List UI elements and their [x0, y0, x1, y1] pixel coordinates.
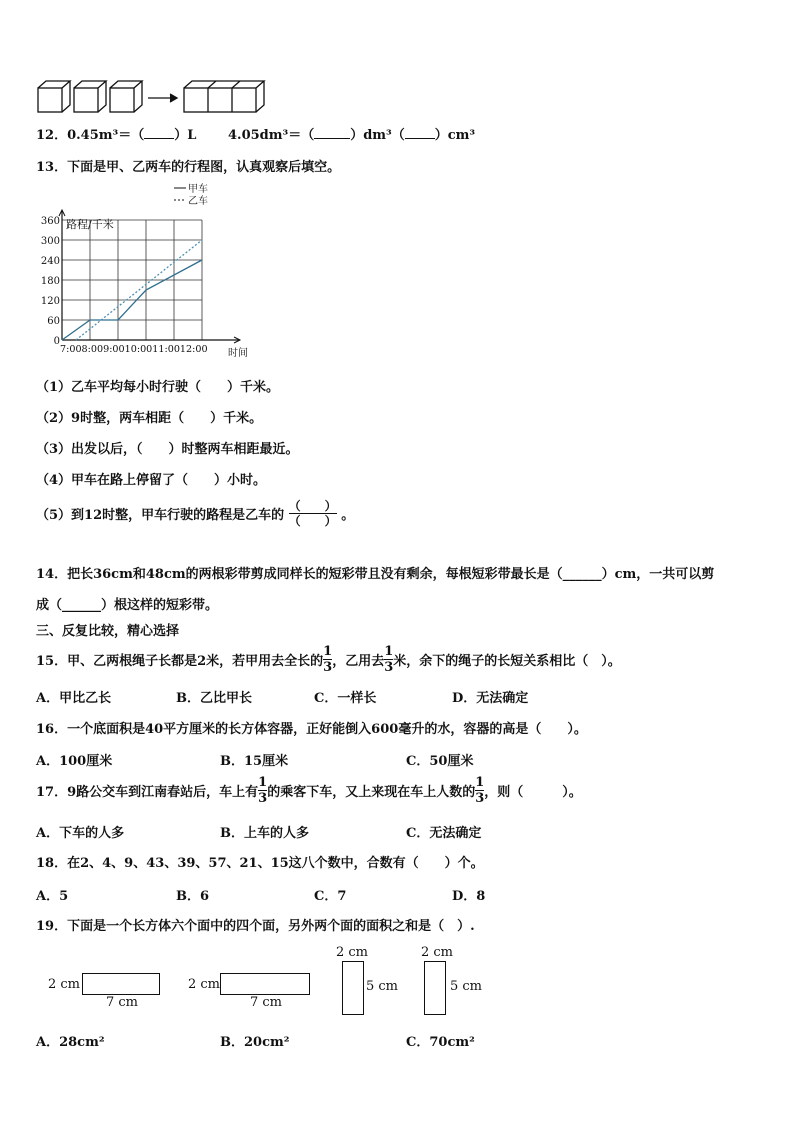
question-17-stem: 17．9路公交车到江南春站后，车上有 $\frac{1}{3}$ 的乘客下车，又上来现在车上人数的 $\frac{1}{3}$ ，则（ ）。 — [36, 775, 582, 806]
face-label-height: 2 cm — [188, 977, 221, 992]
face-rectangle — [342, 961, 364, 1015]
y-tick-label: 120 — [40, 296, 60, 307]
question-16-stem: 16．一个底面积是40平方厘米的长方体容器，正好能倒入600毫升的水，容器的高是（ ）。 — [36, 722, 587, 737]
option-d[interactable]: D．8 — [452, 889, 486, 904]
option-a[interactable]: A．100厘米 — [36, 754, 113, 769]
answer-blank[interactable] — [144, 126, 174, 139]
option-a[interactable]: A．甲比乙长 — [36, 691, 112, 706]
answer-blank[interactable] — [405, 126, 435, 139]
travel-chart — [30, 180, 290, 362]
question-12-part-2: 4.05dm³＝（ ）dm³（ ）cm³ — [228, 128, 476, 143]
option-a[interactable]: A．28cm² — [36, 1035, 105, 1050]
legend-label: 乙车 — [188, 196, 208, 207]
cuboid — [184, 81, 264, 112]
option-c[interactable]: C．一样长 — [314, 691, 377, 706]
x-tick-labels: 7:008:009:0010:0011:0012:00 — [60, 344, 208, 355]
fraction: $\frac{1}{3}$ — [384, 644, 394, 675]
fraction-blank[interactable]: $\frac{( )}{( )}$ — [288, 499, 337, 528]
arrow-icon — [148, 94, 177, 102]
cubes-figure — [36, 78, 276, 114]
face-label-height: 2 cm — [48, 977, 81, 992]
face-label-width: 7 cm — [106, 995, 139, 1010]
option-c[interactable]: C．70cm² — [406, 1035, 475, 1050]
fraction: $\frac{1}{3}$ — [258, 775, 268, 806]
option-b[interactable]: B．6 — [176, 889, 210, 904]
section-heading: 三、反复比较，精心选择 — [36, 624, 180, 639]
y-axis-label: 路程/千米 — [66, 218, 114, 231]
question-13-sub-4: （4）甲车在路上停留了（ ）小时。 — [36, 473, 267, 488]
y-tick-label: 60 — [47, 316, 60, 327]
face-label-width: 2 cm — [336, 945, 369, 960]
option-c[interactable]: C．7 — [314, 889, 347, 904]
option-b[interactable]: B．乙比甲长 — [176, 691, 252, 706]
face-rectangle — [220, 973, 310, 995]
face-label-height: 5 cm — [366, 979, 399, 994]
question-13-sub-5: （5）到12时整，甲车行驶的路程是乙车的 $\frac{( )}{( )}$ 。 — [36, 499, 355, 528]
x-axis-label: 时间 — [228, 348, 248, 359]
face-rectangle — [424, 961, 446, 1015]
option-d[interactable]: D．无法确定 — [452, 691, 529, 706]
option-b[interactable]: B．20cm² — [220, 1035, 290, 1050]
y-tick-label: 240 — [40, 256, 60, 267]
y-tick-label: 360 — [40, 216, 60, 227]
question-14-line-2: 成（______）根这样的短彩带。 — [36, 598, 219, 613]
series-line-yi — [76, 240, 202, 340]
question-14-line-1: 14．把长36cm和48cm的两根彩带剪成同样长的短彩带且没有剩余，每根短彩带最长是（______）cm，一共可以剪 — [36, 567, 715, 582]
question-15-stem: 15．甲、乙两根绳子长都是2米，若甲用去全长的 $\frac{1}{3}$ ，乙用去 $\frac{1}{3}$ 米，余下的绳子的长短关系相比（ ）。 — [36, 644, 621, 675]
question-13-sub-1: （1）乙车平均每小时行驶（ ）千米。 — [36, 380, 280, 395]
option-a[interactable]: A．5 — [36, 889, 69, 904]
face-label-width: 2 cm — [421, 945, 454, 960]
y-tick-label: 0 — [53, 336, 60, 347]
fraction: $\frac{1}{3}$ — [323, 644, 333, 675]
face-label-height: 5 cm — [450, 979, 483, 994]
legend-label: 甲车 — [188, 184, 208, 195]
y-tick-label: 300 — [40, 236, 60, 247]
option-b[interactable]: B．上车的人多 — [220, 826, 309, 841]
face-rectangle — [82, 973, 160, 995]
y-tick-label: 180 — [40, 276, 60, 287]
question-19-stem: 19．下面是一个长方体六个面中的四个面，另外两个面的面积之和是（ ）. — [36, 919, 475, 934]
question-13-sub-3: （3）出发以后，（ ）时整两车相距最近。 — [36, 442, 299, 457]
fraction: $\frac{1}{3}$ — [475, 775, 485, 806]
question-13-stem: 13．下面是甲、乙两车的行程图，认真观察后填空。 — [36, 160, 341, 175]
option-a[interactable]: A．下车的人多 — [36, 826, 125, 841]
question-12: 12．0.45m³＝（ ）L — [36, 128, 197, 143]
answer-blank[interactable] — [314, 126, 350, 139]
option-c[interactable]: C．50厘米 — [406, 754, 474, 769]
question-13-sub-2: （2）9时整，两车相距（ ）千米。 — [36, 411, 263, 426]
cube-1 — [38, 81, 70, 112]
cube-2 — [74, 81, 106, 112]
option-b[interactable]: B．15厘米 — [220, 754, 289, 769]
question-18-stem: 18．在2、4、9、43、39、57、21、15这八个数中，合数有（ ）个。 — [36, 856, 484, 871]
option-c[interactable]: C．无法确定 — [406, 826, 482, 841]
cube-3 — [110, 81, 142, 112]
face-label-width: 7 cm — [250, 995, 283, 1010]
